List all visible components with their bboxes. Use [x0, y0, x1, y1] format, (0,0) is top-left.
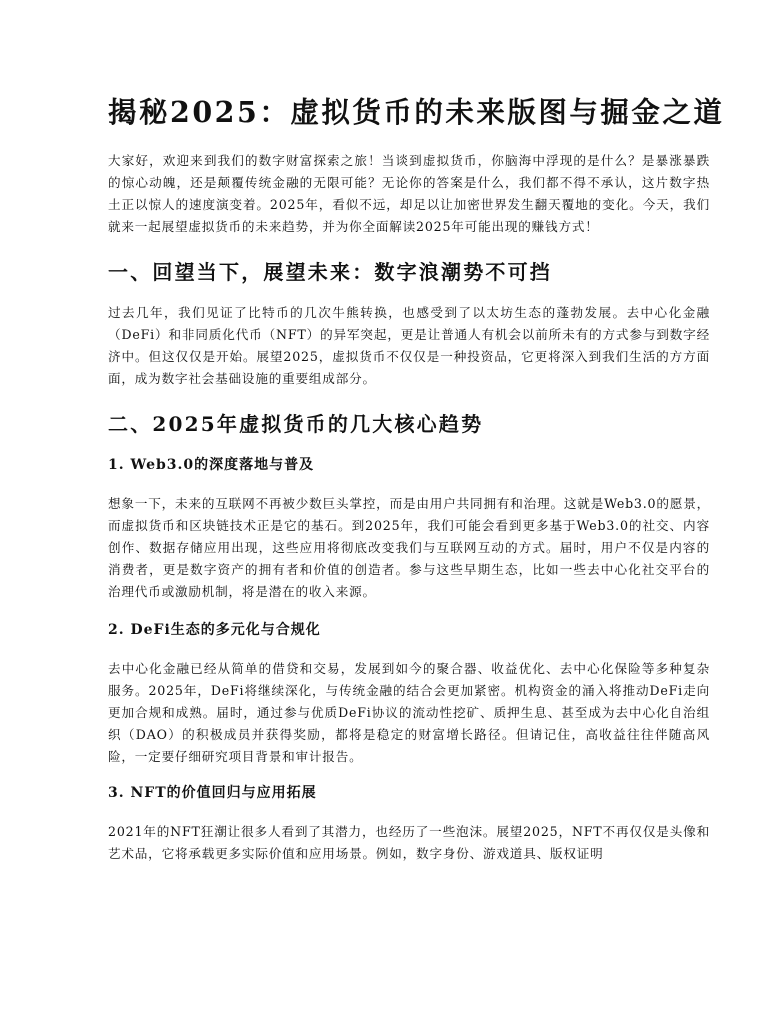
trend-3-heading: 3. NFT的价值回归与应用拓展 [108, 785, 317, 801]
trend-2-paragraph: 去中心化金融已经从简单的借贷和交易，发展到如今的聚合器、收益优化、去中心化保险等多种复杂服务。2025年，DeFi将继续深化，与传统金融的结合会更加紧密。机构资金的涌入将推动DeFi走向更加合规和成熟。届时，通过参与优质DeFi协议的流动性挖矿、质押生息、甚至成为去中心化自治组织（DAO）的积极成员并获得奖励，都将是稳定的财富增长路径。但请记住，高收益往往伴随高风险，一定要仔细研究项目背景和审计报告。 [108, 661, 710, 764]
trend-3-paragraph: 2021年的NFT狂潮让很多人看到了其潜力，也经历了一些泡沫。展望2025，NFT不再仅仅是头像和艺术品，它将承载更多实际价值和应用场景。例如，数字身份、游戏道具、版权证明 [108, 824, 710, 861]
section-2-heading: 二、2025年虚拟货币的几大核心趋势 [108, 412, 484, 436]
trend-1-paragraph: 想象一下，未来的互联网不再被少数巨头掌控，而是由用户共同拥有和治理。这就是Web3.0的愿景，而虚拟货币和区块链技术正是它的基石。到2025年，我们可能会看到更多基于Web3.0的社交、内容创作、数据存储应用出现，这些应用将彻底改变我们与互联网互动的方式。届时，用户不仅是内容的消费者，更是数字资产的拥有者和价值的创造者。参与这些早期生态，比如一些去中心化社交平台的治理代币或激励机制，将是潜在的收入来源。 [108, 496, 710, 599]
trend-2-heading: 2. DeFi生态的多元化与合规化 [108, 622, 321, 638]
section-1-heading: 一、回望当下，展望未来：数字浪潮势不可挡 [108, 260, 552, 284]
section-1-paragraph: 过去几年，我们见证了比特币的几次牛熊转换，也感受到了以太坊生态的蓬勃发展。去中心化金融（DeFi）和非同质化代币（NFT）的异军突起，更是让普通人有机会以前所未有的方式参与到数字经济中。但这仅仅是开始。展望2025，虚拟货币不仅仅是一种投资品，它更将深入到我们生活的方方面面，成为数字社会基础设施的重要组成部分。 [108, 305, 710, 386]
document-body [108, 90, 725, 865]
page-title: 揭秘2025：虚拟货币的未来版图与掘金之道 [108, 95, 725, 129]
trend-1-heading: 1. Web3.0的深度落地与普及 [108, 457, 315, 473]
intro-paragraph: 大家好，欢迎来到我们的数字财富探索之旅！当谈到虚拟货币，你脑海中浮现的是什么？是暴涨暴跌的惊心动魄，还是颠覆传统金融的无限可能？无论你的答案是什么，我们都不得不承认，这片数字热土正以惊人的速度演变着。2025年，看似不远，却足以让加密世界发生翻天覆地的变化。今天，我们就来一起展望虚拟货币的未来趋势，并为你全面解读2025年可能出现的赚钱方式！ [108, 153, 710, 234]
